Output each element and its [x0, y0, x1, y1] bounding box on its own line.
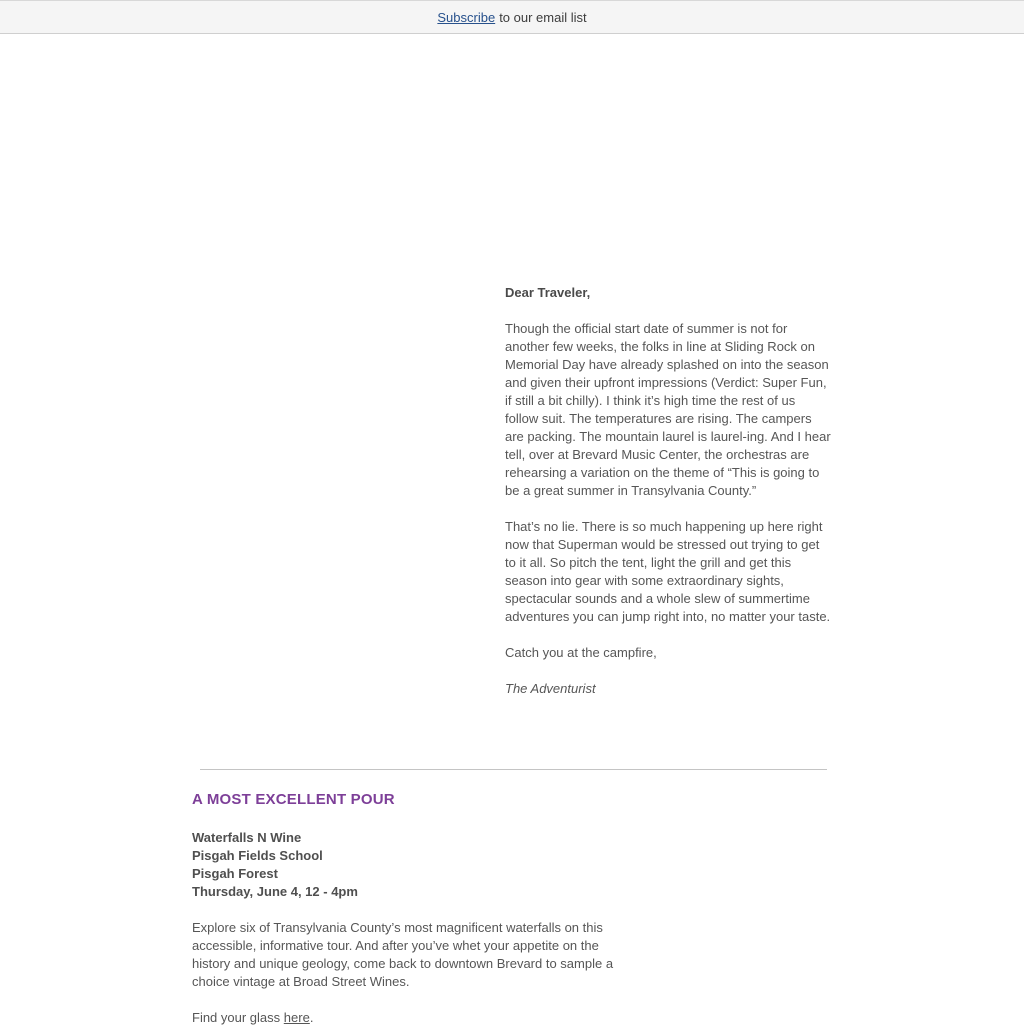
- event-location: Pisgah Forest: [192, 866, 278, 881]
- event-name: Waterfalls N Wine: [192, 830, 302, 845]
- subscribe-link[interactable]: Subscribe: [437, 9, 496, 25]
- subscribe-line: [437, 10, 586, 25]
- event-link[interactable]: here: [283, 1010, 310, 1025]
- letter-column: [505, 284, 832, 716]
- email-body: [192, 284, 832, 1027]
- event-details: [192, 829, 832, 901]
- letter-closing: Catch you at the campfire,: [505, 645, 657, 660]
- event-cta: [192, 1009, 832, 1027]
- subscribe-bar: [0, 0, 1024, 34]
- letter-paragraph-2: That’s no lie. There is so much happening up here right now that Superman would be stressed out trying to get to it all. So pitch the tent, light the grill and get this season into gear with some extraordinary sights, spectacular sounds and a whole slew of summertime adventures you can jump right into, no matter your taste.: [505, 519, 831, 624]
- cta-prefix: Find your glass: [192, 1010, 281, 1025]
- subscribe-text: to our email list: [499, 9, 587, 25]
- section-divider: [200, 769, 827, 770]
- letter-signature: The Adventurist: [505, 681, 596, 696]
- salutation: Dear Traveler,: [505, 285, 591, 300]
- left-column-blank: [192, 284, 505, 716]
- event-venue: Pisgah Fields School: [192, 848, 323, 863]
- section-title: A MOST EXCELLENT POUR: [192, 791, 395, 808]
- letter-paragraph-1: Though the official start date of summer is not for another few weeks, the folks in line at Sliding Rock on Memorial Day have already splashed on into the season and given their upfront impressions (Verdict: Super Fun, if still a bit chilly). I think it’s high time the rest of us follow suit. The temperatures are rising. The campers are packing. The mountain laurel is laurel-ing. And I hear tell, over at Brevard Music Center, the orchestras are rehearsing a variation on the theme of “This is going to be a great summer in Transylvania County.”: [505, 321, 831, 498]
- cta-suffix: .: [309, 1010, 314, 1025]
- letter-section: [192, 284, 832, 716]
- event-description: Explore six of Transylvania County’s most magnificent waterfalls on this accessible, informative tour. And after you’ve whet your appetite on the history and unique geology, come back to downtown Brevard to sample a choice vintage at Broad Street Wines.: [192, 920, 614, 989]
- event-datetime: Thursday, June 4, 12 - 4pm: [192, 884, 358, 899]
